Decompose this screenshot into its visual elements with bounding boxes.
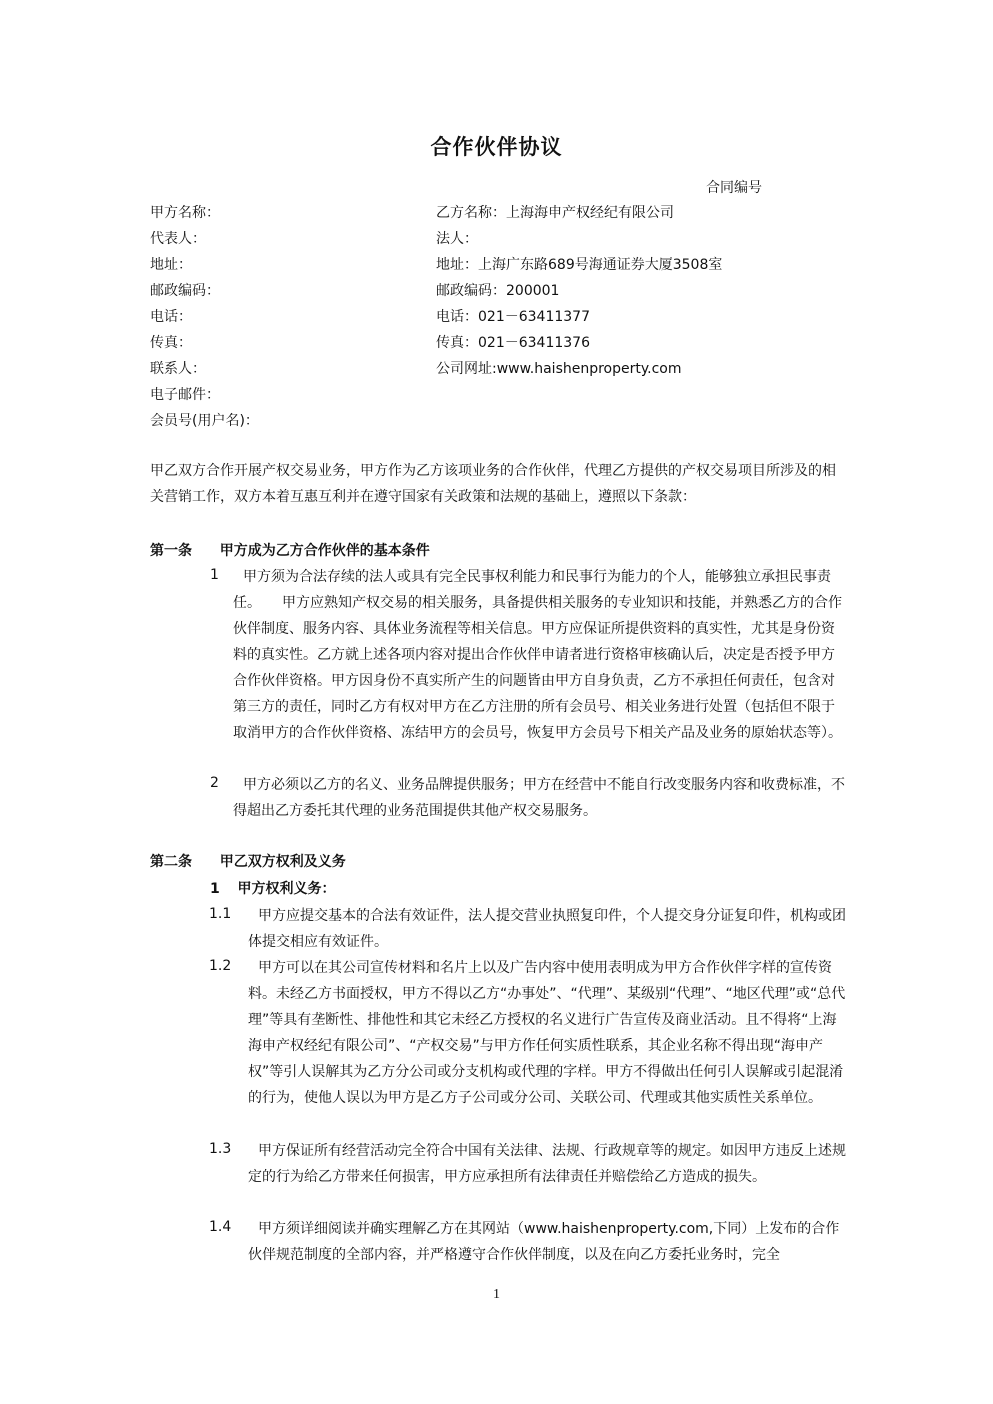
party-info-row [0, 358, 993, 384]
party-b-field: 法人： [436, 231, 478, 247]
party-b-field: 电话：021－63411377 [436, 309, 590, 325]
party-b-field: 地址：上海广东路689号海通证券大厦3508室 [436, 257, 723, 273]
party-info-row [0, 332, 993, 358]
party-b-field: 公司网址:www.haishenproperty.com [436, 361, 682, 377]
subsection-heading [210, 878, 336, 898]
party-info-row [0, 202, 993, 228]
article-title: 甲乙双方权利及义务 [219, 854, 346, 870]
clause-text: 甲方须为合法存续的法人或具有完全民事权利能力和民事行为能力的个人，能够独立承担民事责任。 甲方应熟知产权交易的相关服务，具备提供相关服务的专业知识和技能，并熟悉乙方的合作伙伴制度、服务内容、具体业务流程等相关信息。甲方应保证所提供资料的真实性，尤其是身份资料的真实性。乙方就上述各项内容对提出合作伙伴申请者进行资格审核确认后，决定是否授予甲方合作伙伴资格。甲方因身份不真实所产生的问题皆由甲方自身负责，乙方不承担任何责任，包含对第三方的责任，同时乙方有权对甲方在乙方注册的所有会员号、相关业务进行处置（包括但不限于取消甲方的合作伙伴资格、冻结甲方的会员号，恢复甲方会员号下相关产品及业务的原始状态等）。 [233, 569, 842, 741]
subsection-number: 1 [210, 881, 220, 897]
clause-number: 1.3 [209, 1141, 232, 1157]
page-number: 1 [493, 1287, 500, 1302]
party-info-row [0, 410, 993, 436]
intro-paragraph: 甲乙双方合作开展产权交易业务，甲方作为乙方该项业务的合作伙伴，代理乙方提供的产权交易项目所涉及的相关营销工作，双方本着互惠互利并在遵守国家有关政策和法规的基础上，遵照以下条款： [150, 463, 836, 505]
party-b-field: 乙方名称：上海海申产权经纪有限公司 [436, 205, 674, 221]
party-a-field: 电子邮件： [150, 387, 220, 403]
party-b-field: 传真：021－63411376 [436, 335, 590, 351]
party-info-row [0, 254, 993, 280]
document-title: 合作伙伴协议 [430, 135, 563, 159]
party-a-field: 联系人： [150, 361, 206, 377]
article-2-heading [150, 851, 346, 871]
party-a-field: 邮政编码： [150, 283, 220, 299]
party-info-row [0, 306, 993, 332]
clause-number: 1.1 [209, 906, 232, 922]
clause-number: 1 [210, 567, 219, 583]
article-1-heading [150, 540, 430, 560]
clause-number: 1.4 [209, 1219, 232, 1235]
party-a-field: 甲方名称： [150, 205, 220, 221]
party-b-field: 邮政编码：200001 [436, 283, 560, 299]
clause-text: 甲方可以在其公司宣传材料和名片上以及广告内容中使用表明成为甲方合作伙伴字样的宣传资料。未经乙方书面授权，甲方不得以乙方“办事处”、“代理”、某级别“代理”、“地区代理”或“总代理”等具有垄断性、排他性和其它未经乙方授权的名义进行广告宣传及商业活动。且不得将“上海海申产权经纪有限公司”、“产权交易”与甲方作任何实质性联系，其企业名称不得出现“海申产权”等引人误解其为乙方分公司或分支机构或代理的字样。甲方不得做出任何引人误解或引起混淆的行为，使他人误以为甲方是乙方子公司或分公司、关联公司、代理或其他实质性关系单位。 [248, 960, 846, 1106]
clause-number: 2 [210, 775, 219, 791]
clause-text: 甲方必须以乙方的名义、业务品牌提供服务；甲方在经营中不能自行改变服务内容和收费标准，不得超出乙方委托其代理的业务范围提供其他产权交易服务。 [233, 777, 845, 819]
party-info-row [0, 384, 993, 410]
article-title: 甲方成为乙方合作伙伴的基本条件 [219, 543, 430, 559]
clause-text: 甲方应提交基本的合法有效证件，法人提交营业执照复印件，个人提交身分证复印件，机构或团体提交相应有效证件。 [248, 908, 846, 950]
party-info-row [0, 280, 993, 306]
article-label: 第一条 [150, 543, 192, 559]
clause-number: 1.2 [209, 958, 232, 974]
article-label: 第二条 [150, 854, 192, 870]
party-a-field: 电话： [150, 309, 192, 325]
party-a-field: 代表人： [150, 231, 206, 247]
party-a-field: 地址： [150, 257, 192, 273]
party-a-field: 会员号(用户名)： [150, 413, 259, 429]
subsection-title: 甲方权利义务： [237, 881, 336, 897]
contract-number-label: 合同编号 [706, 180, 762, 196]
clause-text: 甲方保证所有经营活动完全符合中国有关法律、法规、行政规章等的规定。如因甲方违反上述规定的行为给乙方带来任何损害，甲方应承担所有法律责任并赔偿给乙方造成的损失。 [248, 1143, 846, 1185]
clause-text: 甲方须详细阅读并确实理解乙方在其网站（www.haishenproperty.com,下同）上发布的合作伙伴规范制度的全部内容，并严格遵守合作伙伴制度，以及在向乙方委托业务时，完全 [248, 1221, 840, 1263]
party-info-row [0, 228, 993, 254]
party-a-field: 传真： [150, 335, 192, 351]
